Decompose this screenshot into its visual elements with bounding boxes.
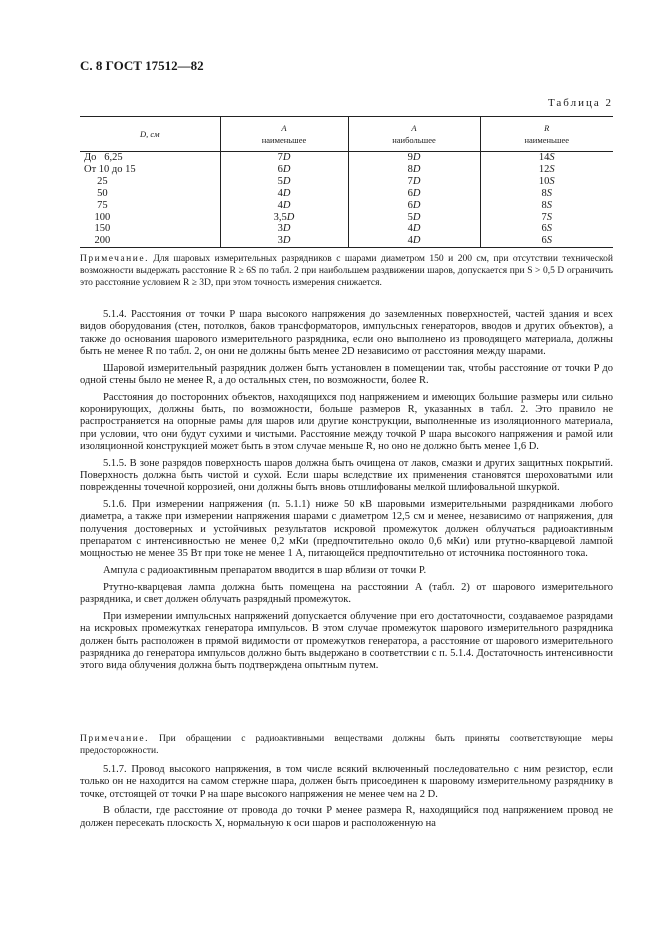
- table-row: [80, 164, 613, 176]
- table-cell: 150: [84, 223, 111, 235]
- table-note: Примечание. Для шаровых измерительных разрядников с шарами диаметром 150 и 200 см, при отсутствии технической возможности выдержать расстояние R ≥ 6S по табл. 2 при наибольшем раздвижении шаров, допускается при S > 0,5 D ограничить это расстояние условием R ≥ 3D, при этом точность измерения снижается.: [80, 254, 613, 288]
- table-cell: 5D: [348, 212, 480, 224]
- safety-note: Примечание. При обращении с радиоактивными веществами должны быть приняты соответствующие меры предосторожности.: [80, 734, 613, 756]
- table-cell: 6S: [480, 235, 613, 247]
- table-row: [80, 176, 613, 188]
- table-cell: 6D: [220, 164, 348, 176]
- table-caption: Таблица 2: [547, 97, 613, 109]
- table-row: [80, 188, 613, 200]
- table-row: [80, 212, 613, 224]
- table-cell: 6D: [348, 188, 480, 200]
- table-cell: 6S: [480, 223, 613, 235]
- table-header-cell: D, см: [80, 117, 220, 152]
- paragraph: 5.1.7. Провод высокого напряжения, в том числе всякий включенный последовательно с ним резистор, если только он не находится на самом стержне шара, должен быть присоединен к шаровому измерительному разряднику в точке, отстоящей от точки P на шаре высокого напряжения не менее чем на 2 D.: [80, 764, 613, 800]
- table-cell: 3,5D: [220, 212, 348, 224]
- page-header: С. 8 ГОСТ 17512—82: [80, 58, 204, 73]
- table-cell: 4D: [348, 235, 480, 247]
- table-cell: 6D: [348, 200, 480, 212]
- paragraph: 5.1.4. Расстояния от точки P шара высокого напряжения до заземленных поверхностей, частей здания и всех видов оборудования (стен, потолков, баков трансформаторов, импульсных генераторов, вводов и других объектов), а также до основания шарового измерительного разрядника, если оно выполнено из проводящего материала, должны быть не менее R по табл. 2, он они не должны быть менее 2D независимо от расстояния между шарами.: [80, 309, 613, 357]
- paragraph: Расстояния до посторонних объектов, находящихся под напряжением и имеющих большие размеры или сильно коронирующих, должны быть, по возможности, больше размеров R, указанных в табл. 2. Это правило не распространяется на опорные рамы для шаров или другие конструкции, выполненные из изоляционного материала, при условии, что они будут сухими и чистыми. Расстояние между точкой P шара высокого напряжения и рамой или изоляционной конструкцией может быть в этом случае меньше R, но оно не должно быть менее 1,6 D.: [80, 391, 613, 452]
- body-text: [80, 309, 613, 673]
- table-cell: 25: [84, 175, 108, 187]
- table-cell: 9D: [348, 152, 480, 164]
- table-2: [80, 116, 613, 248]
- table-cell: 8S: [480, 200, 613, 212]
- table-cell: 75: [84, 199, 108, 211]
- body-text-continued: [80, 764, 613, 830]
- paragraph: Шаровой измерительный разрядник должен быть установлен в помещении так, чтобы расстояние от точки P до одной стены было не менее R, а до остальных стен, по возможности, более R.: [80, 362, 613, 386]
- table-row: [80, 223, 613, 235]
- table-cell: 3D: [220, 235, 348, 247]
- paragraph: В области, где расстояние от провода до точки P менее размера R, находящийся под напряжением провод не должен пересекать плоскость X, нормальную к оси шаров и расположенную на: [80, 805, 613, 829]
- table-cell: 7D: [220, 152, 348, 164]
- paragraph: При измерении импульсных напряжений допускается облучение при его достаточности, создаваемое разрядами на искровых промежутках генератора импульсов. В этом случае промежуток шарового измерительного разрядника должен быть расположен в прямой видимости от промежутков генератора, а расстояние от шарового измерительного разрядника до генератора импульсов должно быть выдержано в соответствии с п. 5.1.4. Достаточность интенсивности этого вида облучения должна быть подтверждена опытным путем.: [80, 611, 613, 672]
- table-cell: 3D: [220, 223, 348, 235]
- paragraph: 5.1.5. В зоне разрядов поверхность шаров должна быть очищена от лаков, смазки и других защитных покрытий. Поверхность должна быть чистой и сухой. Если шары вследствие их применения становятся шероховатыми или поврежденны точечной коррозией, они должны быть вновь отшлифованы мелкой шлифовальной шкуркой.: [80, 457, 613, 494]
- table-cell: 8D: [348, 164, 480, 176]
- table-cell: 4D: [220, 188, 348, 200]
- table-cell: 14S: [480, 152, 613, 164]
- table-cell: 8S: [480, 188, 613, 200]
- table-header-cell: A наименьшее: [220, 117, 348, 152]
- table-cell: 5D: [220, 176, 348, 188]
- table-header-cell: A наибольшее: [348, 117, 480, 152]
- table-cell: 4D: [220, 200, 348, 212]
- table-header-cell: R наименьшее: [480, 117, 613, 152]
- table-cell: 100: [84, 211, 111, 223]
- table-cell: От 10 до 15: [84, 163, 136, 175]
- table-cell: 50: [84, 187, 108, 199]
- table-row: [80, 152, 613, 164]
- paragraph: Ампула с радиоактивным препаратом вводится в шар вблизи от точки P.: [103, 565, 427, 577]
- table-cell: 7S: [480, 212, 613, 224]
- table-cell: 7D: [348, 176, 480, 188]
- table-row: [80, 235, 613, 247]
- table-cell: 200: [80, 235, 220, 247]
- paragraph: Ртутно-кварцевая лампа должна быть помещена на расстоянии А (табл. 2) от шарового измерительного разрядника, и свет должен облучать разрядный промежуток.: [80, 581, 613, 606]
- table-row: [80, 200, 613, 212]
- table-cell: До 6,25: [84, 152, 123, 163]
- table-header-row: [80, 117, 613, 152]
- paragraph: 5.1.6. При измерении напряжения (п. 5.1.1) ниже 50 кВ шаровыми измерительными разрядниками любого диаметра, а также при измерении напряжения шарами с диаметром 12,5 см и менее, независимо от напряжения, для получения достоверных и устойчивых результатов искровой промежуток должен облучаться радиоактивным препаратом с интенсивностью не менее 0,2 мКи (предпочтительно около 0,6 мКи) или ртутно-кварцевой лампой мощностью не менее 35 Вт при токе не менее 1 А, питающейся предпочтительно от источника постоянного тока.: [80, 499, 613, 560]
- table-cell: 10S: [480, 176, 613, 188]
- table-cell: 4D: [348, 223, 480, 235]
- table-cell: 12S: [480, 164, 613, 176]
